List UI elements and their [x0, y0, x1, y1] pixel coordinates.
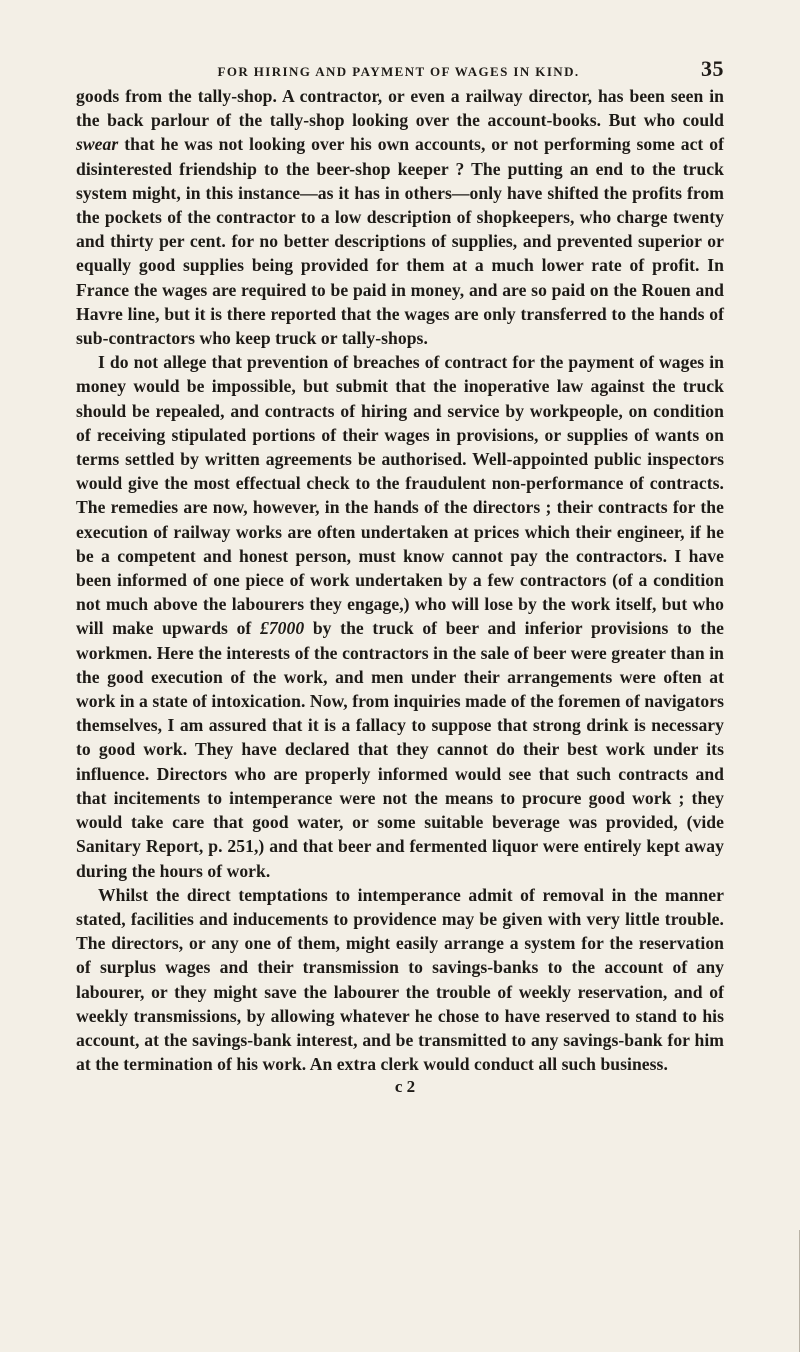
text-run: by the truck of beer and inferior provisions to the workmen. Here the interests of the contractors in the sale of beer were greater than in the good execution of the work, and men under their arrangements were often at work in a state of intoxication. Now, from inquiries made of the foremen of navigators themselves, I am assured that it is a fallacy to suppose that strong drink is necessary to good work. They have declared that they cannot do their best work under its influence. Directors who are properly informed would see that such contracts and that incitements to intemperance were not the means to procure good work ; they would take care that good water, or some suitable beverage was provided, (vide Sanitary Report, p. 251,) and that beer and fermented liquor were entirely kept away during the hours of work. — [76, 618, 725, 881]
book-page — [76, 56, 724, 1097]
paragraph-2 — [76, 350, 724, 882]
running-title: FOR HIRING AND PAYMENT OF WAGES IN KIND. — [217, 64, 580, 79]
text-run: that he was not looking over his own accounts, or not performing some act of disinterested friendship to the beer-shop keeper ? The putting an end to the truck system might, in this instance—as it has in others—only have shifted the profits from the pockets of the contractor to a low description of shopkeepers, who charge twenty and thirty per cent. for no better descriptions of supplies, and prevented superior or equally good supplies being provided for them at a much lower rate of profit. In France the wages are required to be paid in money, and are so paid on the Rouen and Havre line, but it is there reported that the wages are only transferred to the hands of sub-contractors who keep truck or tally-shops. — [76, 134, 724, 349]
signature-mark: c 2 — [394, 1077, 416, 1097]
italic-amount: £7000 — [259, 618, 305, 639]
text-run: goods from the tally-shop. A contractor, or even a railway director, has been seen in the back parlour of the tally-shop looking over the account-books. But who could — [76, 86, 724, 131]
paragraph-1 — [76, 84, 724, 350]
text-run: Whilst the direct temptations to intemperance admit of removal in the manner stated, facilities and inducements to providence may be given with very little trouble. The directors, or any one of them, might easily arrange a system for the reservation of surplus wages and their transmission to savings-banks to the account of any labourer, or they might save the labourer the trouble of weekly reservation, and of weekly transmissions, by allowing whatever he chose to have reserved to stand to his account, at the savings-bank interest, and be transmitted to any savings-bank for him at the termination of his work. An extra clerk would conduct all such business. — [76, 884, 724, 1075]
italic-word-swear: swear — [76, 134, 119, 155]
text-run: I do not allege that prevention of breaches of contract for the payment of wages in money would be impossible, but submit that the inoperative law against the truck should be repealed, and contracts of hiring and service by workpeople, on condition of receiving stipulated portions of their wages in provisions, or supplies of wants on terms settled by written agreements be authorised. Well-appointed public inspectors would give the most effectual check to the fraudulent non-performance of contracts. The remedies are now, however, in the hands of the directors ; their contracts for the execution of railway works are often undertaken at prices which their engineer, if he be a competent and honest person, must know cannot pay the contractors. I have been informed of one piece of work undertaken by a few contractors (of a condition not much above the labourers they engage,) who will lose by the work itself, but who will make upwards of — [76, 352, 724, 639]
paragraph-3 — [76, 883, 724, 1077]
running-head — [76, 56, 724, 84]
page-number: 35 — [701, 56, 724, 81]
body-text — [76, 84, 724, 1076]
